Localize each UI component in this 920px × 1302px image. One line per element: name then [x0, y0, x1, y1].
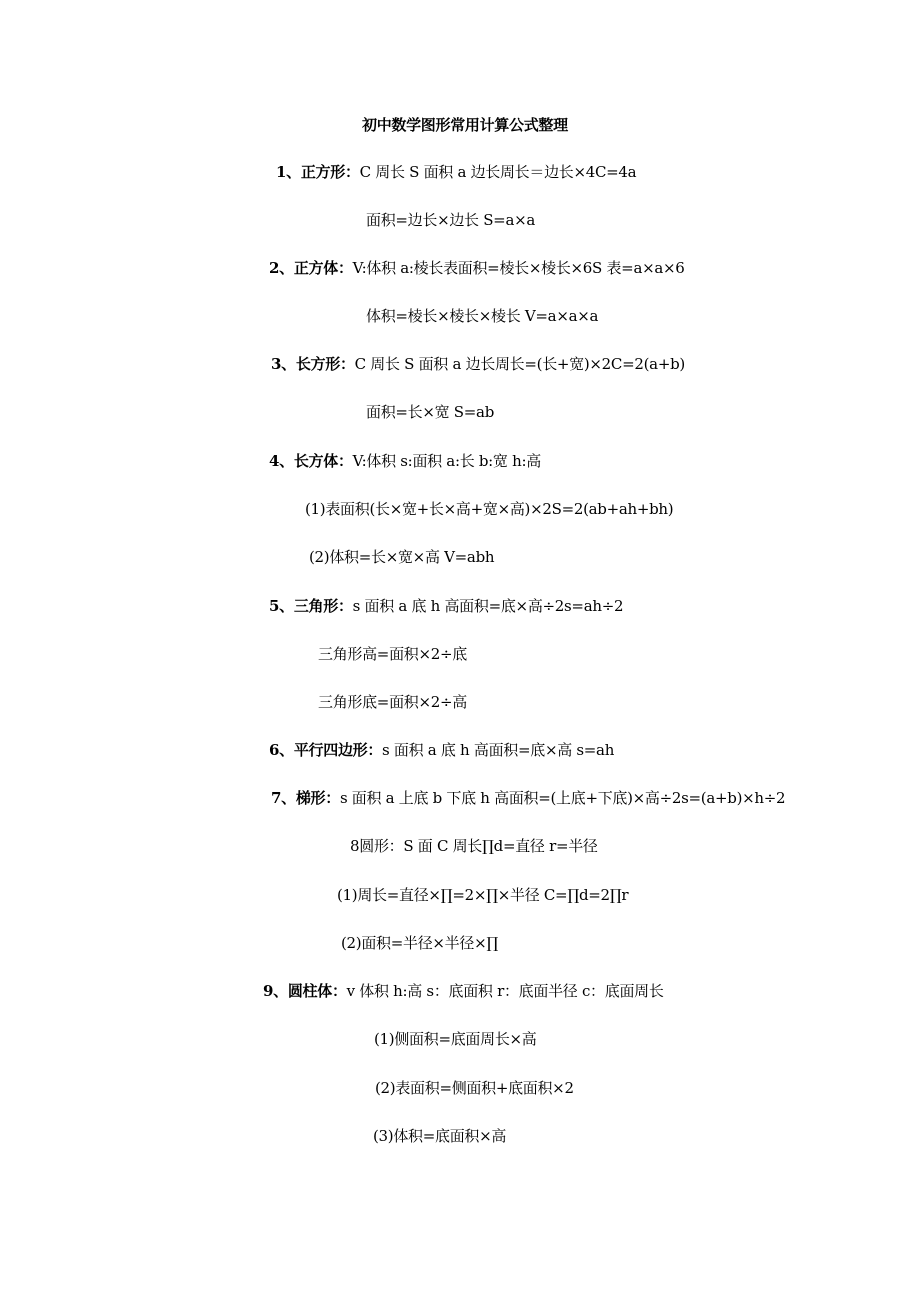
section-2 [269, 258, 685, 278]
section-4-body: V:体积 s:面积 a:长 b:宽 h:高 [352, 452, 541, 470]
section-9-line-2: (2)表面积=侧面积+底面积×2 [375, 1079, 574, 1097]
section-9-body: v 体积 h:高 s：底面积 r：底面半径 c：底面周长 [346, 982, 664, 1000]
section-9-line-3: (3)体积=底面积×高 [373, 1127, 507, 1145]
page-title: 初中数学图形常用计算公式整理 [362, 116, 568, 134]
section-4-line-2: (2)体积=长×宽×高 V=abh [309, 548, 495, 566]
section-6 [269, 740, 614, 760]
section-9 [263, 981, 664, 1001]
section-4-head: 4、长方体： [269, 452, 353, 470]
section-1-body: C 周长 S 面积 a 边长周长＝边长×4C=4a [359, 163, 637, 181]
section-3-body: C 周长 S 面积 a 边长周长=(长+宽)×2C=2(a+b) [354, 355, 685, 373]
section-5 [269, 596, 623, 616]
section-7-head: 7、梯形： [271, 789, 340, 807]
section-5-line-1: 三角形高=面积×2÷底 [318, 645, 467, 663]
section-2-body: V:体积 a:棱长表面积=棱长×棱长×6S 表=a×a×6 [352, 259, 685, 277]
section-4-line-1: (1)表面积(长×宽+长×高+宽×高)×2S=2(ab+ah+bh) [305, 500, 674, 518]
section-6-body: s 面积 a 底 h 高面积=底×高 s=ah [382, 741, 615, 759]
section-8 [350, 836, 598, 856]
section-5-line-2: 三角形底=面积×2÷高 [318, 693, 467, 711]
section-6-head: 6、平行四边形： [269, 741, 383, 759]
section-8-line-1: (1)周长=直径×∏=2×∏×半径 C=∏d=2∏r [337, 886, 629, 904]
section-5-body: s 面积 a 底 h 高面积=底×高÷2s=ah÷2 [352, 597, 624, 615]
section-3-head: 3、长方形： [271, 355, 355, 373]
section-5-head: 5、三角形： [269, 597, 353, 615]
section-8-body: 8圆形：S 面 C 周长∏d=直径 r=半径 [350, 837, 598, 855]
section-3 [271, 354, 685, 374]
section-9-head: 9、圆柱体： [263, 982, 347, 1000]
section-4 [269, 451, 541, 471]
section-2-head: 2、正方体： [269, 259, 353, 277]
section-1 [276, 162, 636, 182]
section-3-line-1: 面积=长×宽 S=ab [366, 403, 494, 421]
section-2-line-1: 体积=棱长×棱长×棱长 V=a×a×a [366, 307, 599, 325]
section-7-body: s 面积 a 上底 b 下底 h 高面积=(上底+下底)×高÷2s=(a+b)×h÷2 [339, 789, 786, 807]
section-1-head: 1、正方形： [276, 163, 360, 181]
section-1-line-1: 面积=边长×边长 S=a×a [366, 211, 536, 229]
section-7 [271, 788, 785, 808]
section-9-line-1: (1)侧面积=底面周长×高 [374, 1030, 537, 1048]
section-8-line-2: (2)面积=半径×半径×∏ [341, 934, 498, 952]
